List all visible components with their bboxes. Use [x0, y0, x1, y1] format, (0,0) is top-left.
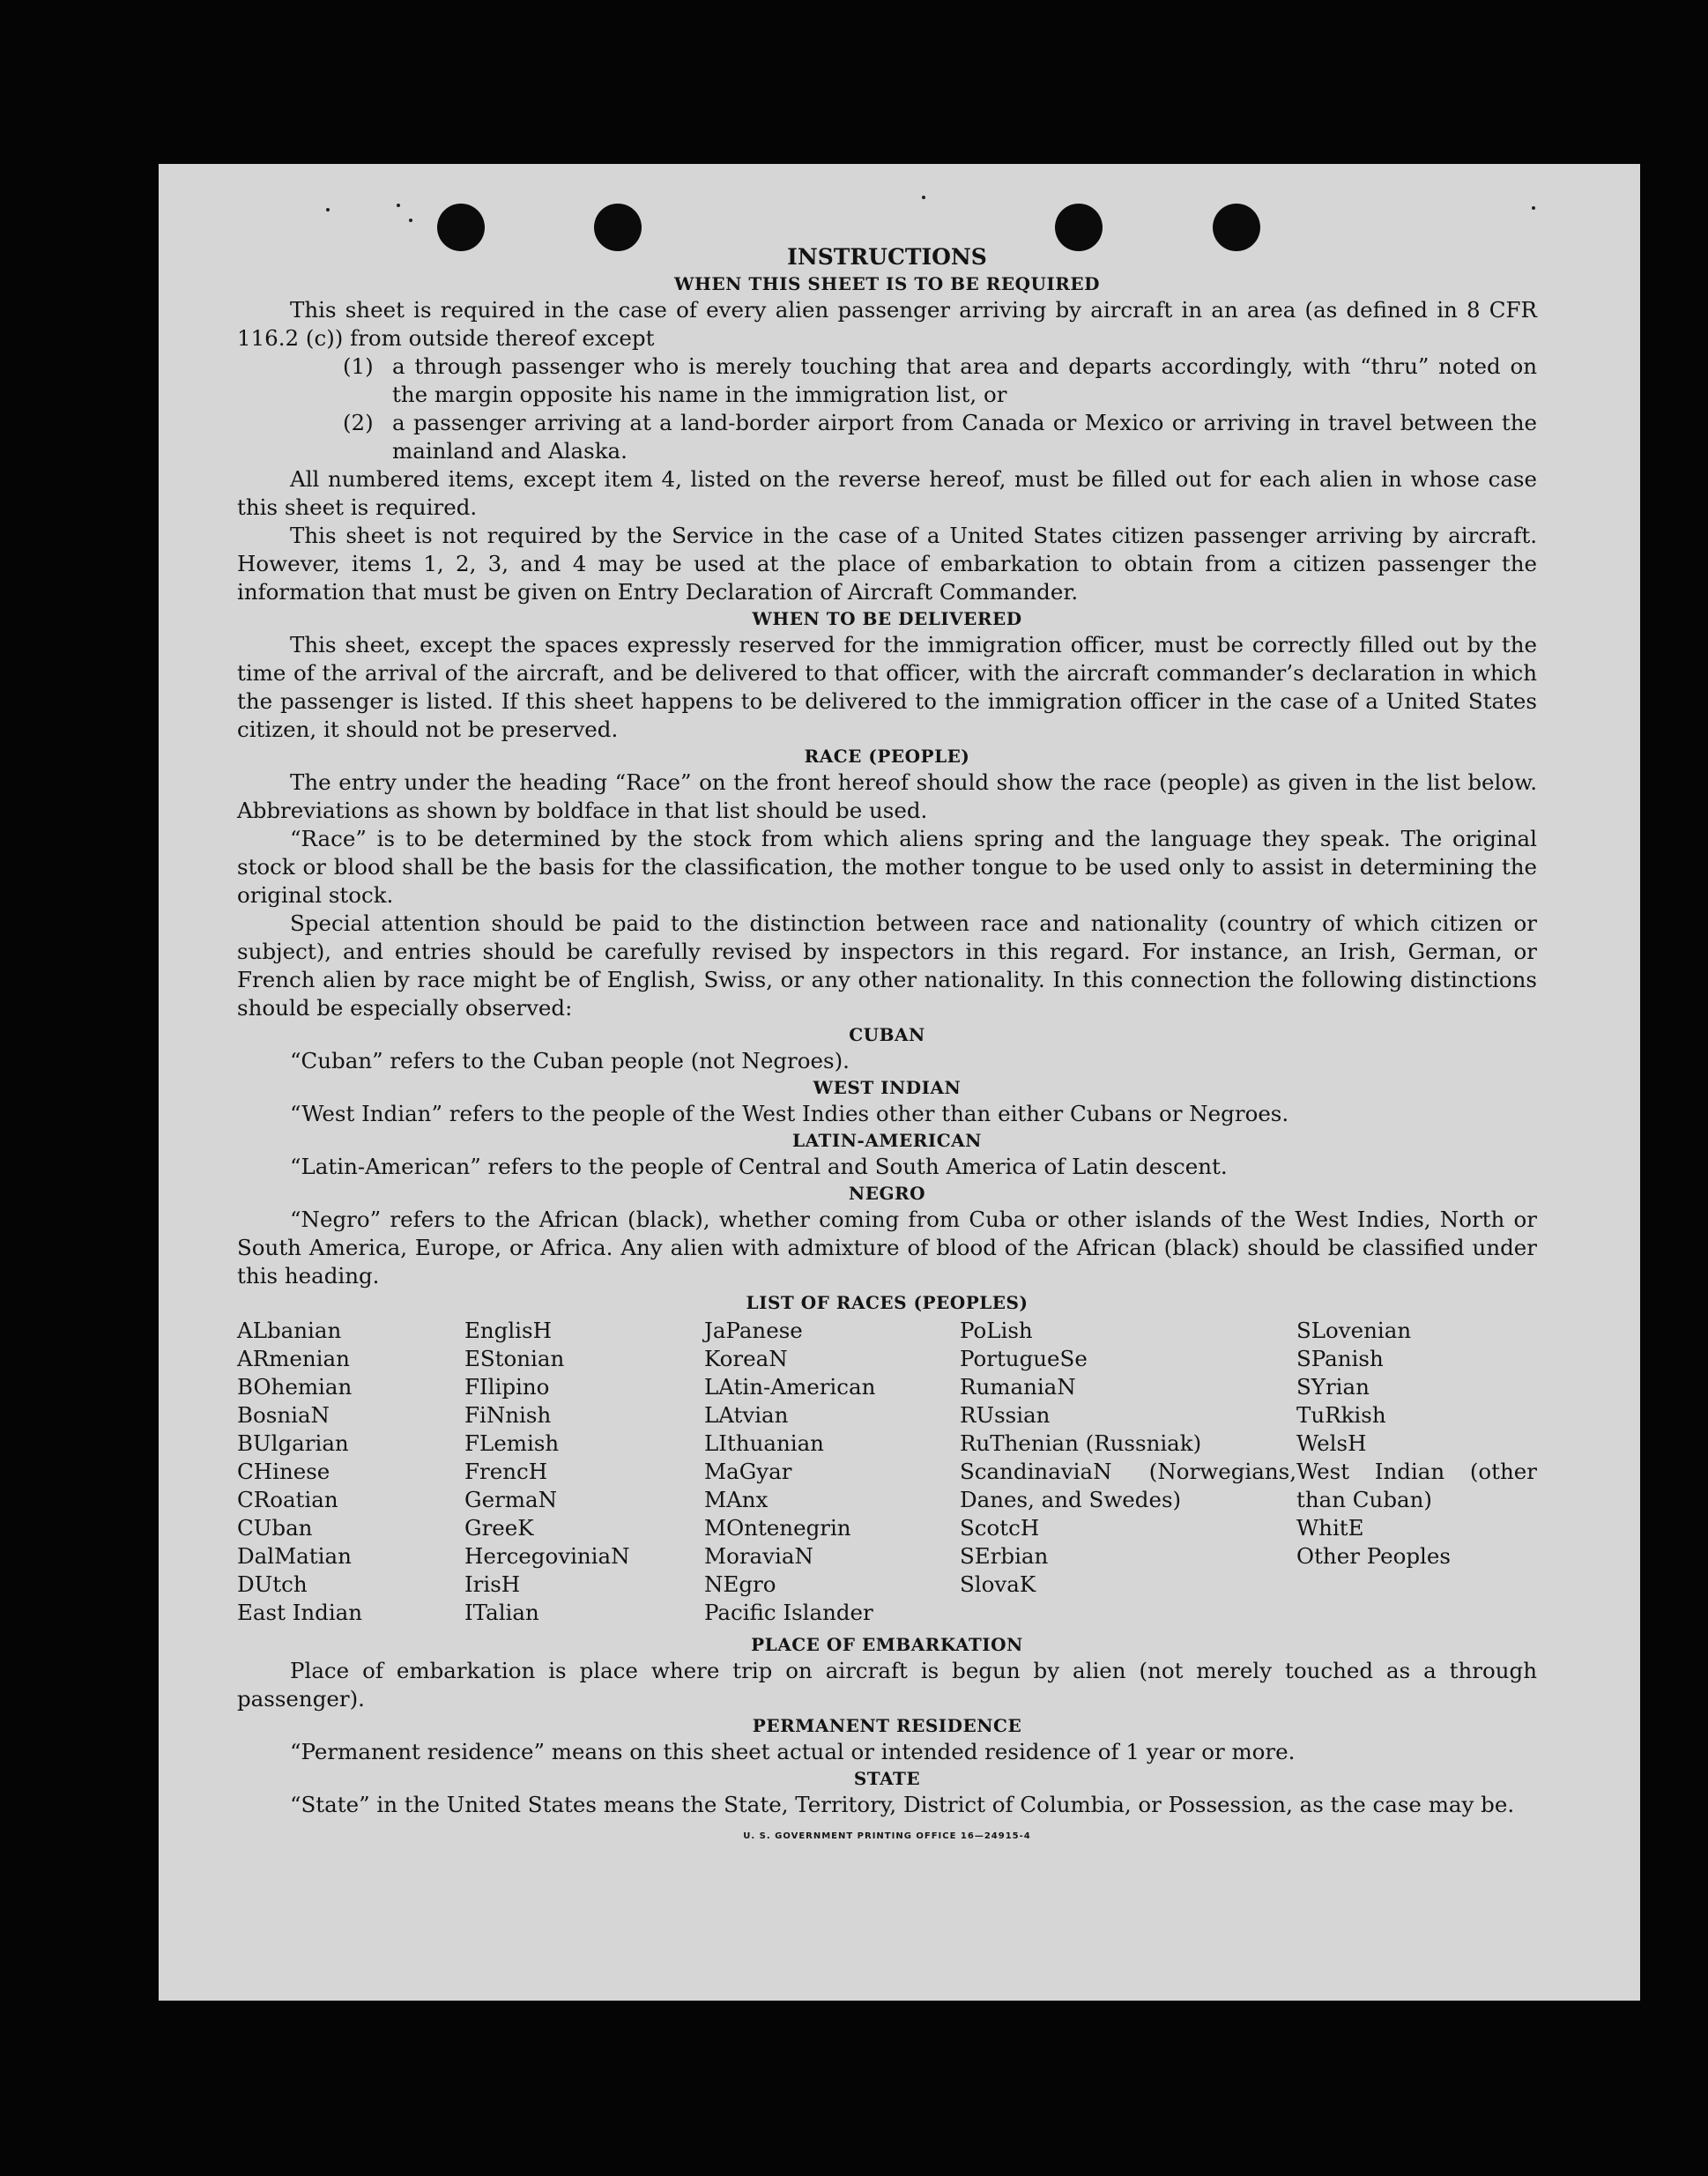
races-column: [464, 1317, 704, 1627]
race-entry: WhitE: [1296, 1515, 1364, 1541]
race-entry: FrencH: [464, 1459, 548, 1484]
speck: [409, 219, 412, 222]
race-entry: BUlgarian: [237, 1430, 349, 1456]
printing-office-line: U. S. GOVERNMENT PRINTING OFFICE 16—24915-4: [743, 1831, 1031, 1841]
race-entry: DUtch: [237, 1571, 308, 1597]
paragraph: “Race” is to be determined by the stock from which aliens spring and the language they speak. The original stock or blood shall be the basis for the classification, the mother tongue to be used only to assist in determining the original stock.: [237, 826, 1537, 908]
race-entry: GermaN: [464, 1487, 558, 1512]
race-entry: FIlipino: [464, 1374, 550, 1400]
paragraph: Special attention should be paid to the distinction between race and nationality (country of which citizen or subject), and entries should be carefully revised by inspectors in this regard. For instance, an Irish, German, or French alien by race might be of English, Swiss, or any other nationality. In this connection the following distinctions should be especially observed:: [237, 910, 1537, 1021]
race-entry: IrisH: [464, 1571, 521, 1597]
speck: [1532, 206, 1535, 210]
paragraph: All numbered items, except item 4, listed on the reverse hereof, must be filled out for each alien in whose case this sheet is required.: [237, 466, 1537, 520]
race-entry: FiNnish: [464, 1402, 552, 1428]
race-entry: KoreaN: [704, 1346, 788, 1371]
race-entry: LAtvian: [704, 1402, 789, 1428]
list-item: [237, 409, 1537, 465]
race-entry: MAnx: [704, 1487, 769, 1512]
race-entry: HercegoviniaN: [464, 1543, 630, 1569]
document-sheet: [159, 164, 1640, 2001]
list-item: [237, 353, 1537, 409]
race-entry: EStonian: [464, 1346, 565, 1371]
paragraph: “Permanent residence” means on this sheet actual or intended residence of 1 year or more.: [290, 1739, 1296, 1764]
races-column: [237, 1317, 464, 1627]
race-entry: CRoatian: [237, 1487, 338, 1512]
race-entry: NEgro: [704, 1571, 776, 1597]
page-title: INSTRUCTIONS: [787, 244, 987, 270]
race-entry: East Indian: [237, 1600, 363, 1625]
race-entry: SPanish: [1296, 1346, 1384, 1371]
race-entry: EnglisH: [464, 1318, 552, 1343]
section-heading: CUBAN: [849, 1024, 925, 1045]
race-entry: West Indian (other than Cuban): [1296, 1459, 1537, 1512]
paragraph: “Negro” refers to the African (black), whether coming from Cuba or other islands of the West Indies, North or South America, Europe, or Africa. Any alien with admixture of blood of the African (black) should be classified under this heading.: [237, 1207, 1537, 1289]
races-column: [960, 1317, 1296, 1627]
section-heading: STATE: [853, 1768, 921, 1789]
race-entry: ALbanian: [237, 1318, 342, 1343]
race-entry: SYrian: [1296, 1374, 1370, 1400]
race-entry: FLemish: [464, 1430, 560, 1456]
race-entry: MOntenegrin: [704, 1515, 851, 1541]
race-entry: RuThenian (Russniak): [960, 1430, 1202, 1456]
paragraph: Place of embarkation is place where trip on aircraft is begun by alien (not merely touched as a through passenger).: [237, 1658, 1537, 1712]
race-entry: ScandinaviaN (Norwegians, Danes, and Swedes): [960, 1459, 1296, 1512]
race-entry: MoraviaN: [704, 1543, 813, 1569]
speck: [397, 204, 400, 207]
section-heading: RACE (PEOPLE): [804, 746, 970, 767]
section-heading: LIST OF RACES (PEOPLES): [746, 1292, 1029, 1313]
race-entry: SLovenian: [1296, 1318, 1412, 1343]
race-entry: JaPanese: [704, 1318, 803, 1343]
race-entry: ARmenian: [237, 1346, 350, 1371]
section-heading: WHEN THIS SHEET IS TO BE REQUIRED: [674, 273, 1100, 294]
paragraph: This sheet, except the spaces expressly reserved for the immigration officer, must be correctly filled out by the time of the arrival of the aircraft, and be delivered to that officer, with the aircraft commander’s declaration in which the passenger is listed. If this sheet happens to be delivered to the immigration officer in the case of a United States citizen, it should not be preserved.: [237, 632, 1537, 742]
race-entry: LIthuanian: [704, 1430, 824, 1456]
race-entry: GreeK: [464, 1515, 534, 1541]
race-entry: BosniaN: [237, 1402, 330, 1428]
instructions-content: [237, 243, 1537, 1841]
speck: [326, 208, 330, 212]
speck: [922, 196, 925, 199]
definition: “Cuban” refers to the Cuban people (not Negroes).: [290, 1048, 850, 1073]
paragraph: “State” in the United States means the State, Territory, District of Columbia, or Possession, as the case may be.: [290, 1792, 1515, 1817]
race-entry: RUssian: [960, 1402, 1051, 1428]
item-text: a passenger arriving at a land-border airport from Canada or Mexico or arriving in travel between the mainland and Alaska.: [392, 410, 1537, 464]
section-heading: PERMANENT RESIDENCE: [752, 1715, 1022, 1736]
section-heading: NEGRO: [848, 1183, 926, 1204]
race-entry: CHinese: [237, 1459, 330, 1484]
race-entry: Pacific Islander: [704, 1600, 873, 1625]
race-entry: BOhemian: [237, 1374, 353, 1400]
section-heading: LATIN-AMERICAN: [792, 1130, 982, 1151]
race-entry: WelsH: [1296, 1430, 1367, 1456]
race-entry: TuRkish: [1296, 1402, 1386, 1428]
definition: “West Indian” refers to the people of the West Indies other than either Cubans or Negroes.: [290, 1101, 1289, 1126]
race-entry: CUban: [237, 1515, 313, 1541]
race-entry: SlovaK: [960, 1571, 1036, 1597]
race-entry: SErbian: [960, 1543, 1049, 1569]
race-entry: PortugueSe: [960, 1346, 1088, 1371]
item-number: (1): [343, 353, 374, 379]
races-list: [237, 1317, 1537, 1627]
race-entry: RumaniaN: [960, 1374, 1076, 1400]
section-heading: WEST INDIAN: [813, 1077, 962, 1098]
races-column: [1296, 1317, 1537, 1627]
section-heading: PLACE OF EMBARKATION: [751, 1634, 1023, 1655]
race-entry: LAtin-American: [704, 1374, 876, 1400]
definition: “Latin-American” refers to the people of Central and South America of Latin descent.: [290, 1154, 1228, 1179]
paragraph: The entry under the heading “Race” on the front hereof should show the race (people) as given in the list below. Abbreviations as shown by boldface in that list should be used.: [237, 769, 1537, 823]
races-column: [704, 1317, 960, 1627]
race-entry: Other Peoples: [1296, 1543, 1451, 1569]
item-text: a through passenger who is merely touching that area and departs accordingly, with “thru” noted on the margin opposite his name in the immigration list, or: [392, 353, 1537, 407]
paragraph: This sheet is required in the case of every alien passenger arriving by aircraft in an area (as defined in 8 CFR 116.2 (c)) from outside thereof except: [237, 297, 1537, 351]
race-entry: PoLish: [960, 1318, 1033, 1343]
race-entry: DalMatian: [237, 1543, 352, 1569]
section-heading: WHEN TO BE DELIVERED: [752, 608, 1022, 629]
race-entry: ScotcH: [960, 1515, 1040, 1541]
paragraph: This sheet is not required by the Service in the case of a United States citizen passenger arriving by aircraft. However, items 1, 2, 3, and 4 may be used at the place of embarkation to obtain from a citizen passenger the information that must be given on Entry Declaration of Aircraft Commander.: [237, 523, 1537, 605]
race-entry: ITalian: [464, 1600, 539, 1625]
race-entry: MaGyar: [704, 1459, 792, 1484]
item-number: (2): [343, 410, 374, 435]
